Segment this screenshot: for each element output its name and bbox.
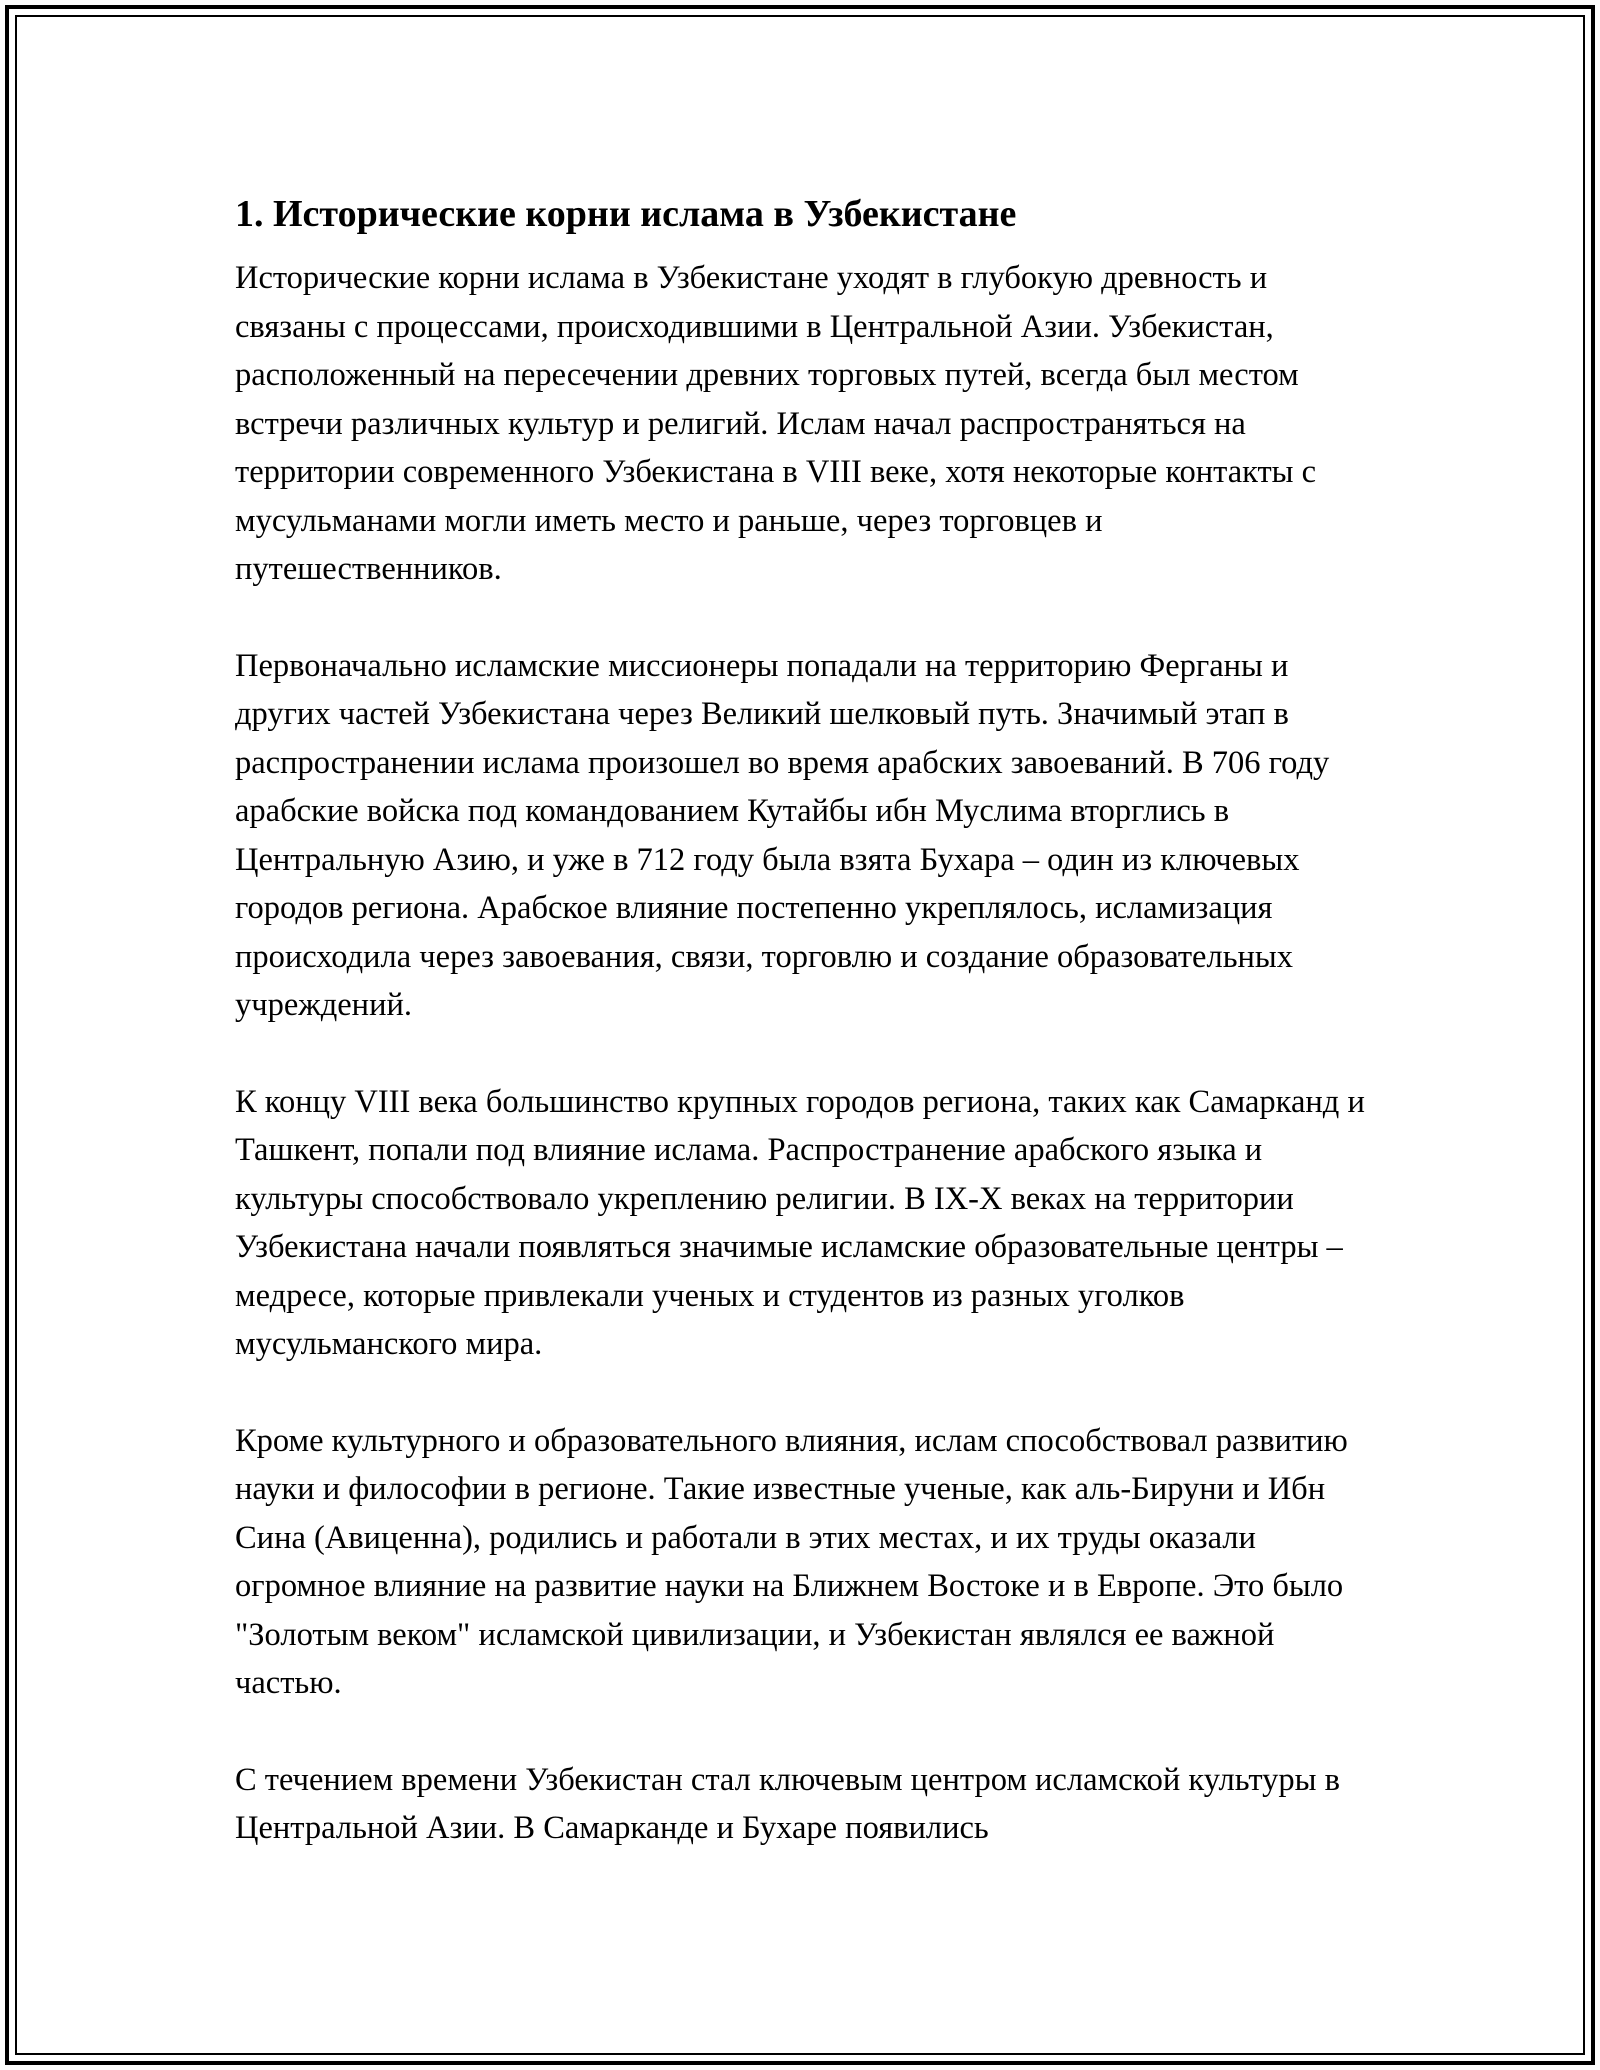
document-body: [235, 188, 1375, 1901]
paragraph-5: С течением времени Узбекистан стал ключевым центром исламской культуры в Центральной Азии. В Самарканде и Бухаре появились: [235, 1761, 1340, 1846]
paragraph-3: К концу VIII века большинство крупных городов региона, таких как Самарканд и Ташкент, попали под влияние ислама. Распространение арабского языка и культуры способствовало укреплению религии. В IX-X веках на территории Узбекистана начали появляться значимые исламские образовательные центры – медресе, которые привлекали ученых и студентов из разных уголков мусульманского мира.: [235, 1083, 1365, 1362]
paragraph-1: Исторические корни ислама в Узбекистане уходят в глубокую древность и связаны с процессами, происходившими в Центральной Азии. Узбекистан, расположенный на пересечении древних торговых путей, всегда был местом встречи различных культур и религий. Ислам начал распространяться на территории современного Узбекистана в VIII веке, хотя некоторые контакты с мусульманами могли иметь место и раньше, через торговцев и путешественников.: [235, 260, 1317, 587]
paragraph-4: Кроме культурного и образовательного влияния, ислам способствовал развитию науки и философии в регионе. Такие известные ученые, как аль-Бируни и Ибн Сина (Авиценна), родились и работали в этих местах, и их труды оказали огромное влияние на развитие науки на Ближнем Востоке и в Европе. Это было "Золотым веком" исламской цивилизации, и Узбекистан являлся ее важной частью.: [235, 1422, 1348, 1701]
paragraph-2: Первоначально исламские миссионеры попадали на территорию Ферганы и других частей Узбекистана через Великий шелковый путь. Значимый этап в распространении ислама произошел во время арабских завоеваний. В 706 году арабские войска под командованием Кутайбы ибн Муслима вторглись в Центральную Азию, и уже в 712 году была взята Бухара – один из ключевых городов региона. Арабское влияние постепенно укреплялось, исламизация происходила через завоевания, связи, торговлю и создание образовательных учреждений.: [235, 647, 1330, 1023]
section-heading: 1. Исторические корни ислама в Узбекистане: [235, 193, 1017, 235]
